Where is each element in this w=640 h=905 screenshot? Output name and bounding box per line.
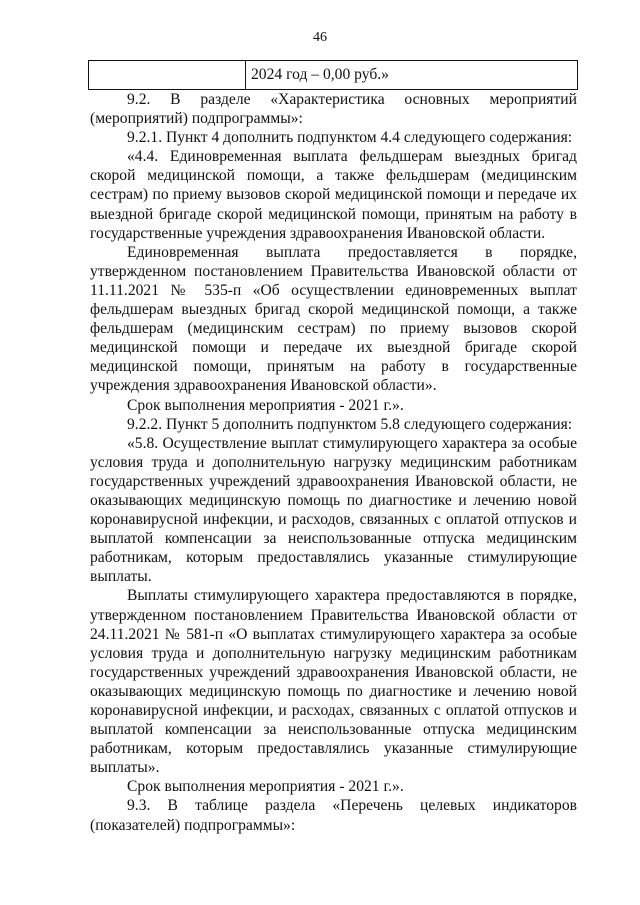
paragraph-9-2-1: 9.2.1. Пункт 4 дополнить подпунктом 4.4 следующего содержания: — [127, 129, 573, 147]
paragraph-payment-order-581: Выплаты стимулирующего характера предоставляются в порядке, утвержденном постановлением Правительства Ивановской области от 24.11.2021 № 581-п «О выплатах стимулирующего характера за особые условия труда и дополнительную нагрузку медицинским работникам государственных учреждений здравоохранения Ивановской области, не оказывающих медицинскую помощь по диагностике и лечению новой коронавирусной инфекции, и расходах, связанных с оплатой отпусков и выплатой компенсации за неиспользованные отпуска медицинским работникам, которым предоставлялись указанные стимулирующие выплаты». — [90, 587, 577, 777]
paragraph-4-4: «4.4. Единовременная выплата фельдшерам выездных бригад скорой медицинской помощи, а также фельдшерам (медицинским сестрам) по приему вызовов скорой медицинской помощи и передаче их выездной бригаде скорой медицинской помощи, принятым на работу в государственные учреждения здравоохранения Ивановской области. — [90, 148, 577, 242]
table-row — [89, 61, 578, 90]
table-cell-empty — [89, 61, 246, 90]
continuation-table — [88, 60, 578, 90]
paragraph-9-2: 9.2. В разделе «Характеристика основных мероприятий (мероприятий) подпрограммы»: — [90, 91, 577, 128]
paragraph-9-2-2: 9.2.2. Пункт 5 дополнить подпунктом 5.8 следующего содержания: — [127, 415, 573, 433]
document-body — [90, 90, 577, 835]
page-number: 46 — [313, 30, 327, 45]
paragraph-deadline-1: Срок выполнения мероприятия - 2021 г.». — [127, 396, 404, 414]
paragraph-deadline-2: Срок выполнения мероприятия - 2021 г.». — [127, 778, 404, 796]
paragraph-9-3: 9.3. В таблице раздела «Перечень целевых индикаторов (показателей) подпрограммы»: — [90, 797, 577, 834]
paragraph-payment-order-535: Единовременная выплата предоставляется в порядке, утвержденном постановлением Правительства Ивановской области от 11.11.2021 № 535-п «Об осуществлении единовременных выплат фельдшерам выездных бригад скорой медицинской помощи, а также фельдшерам (медицинским сестрам) по приему вызовов скорой медицинской помощи и передаче их выездной бригаде скорой медицинской помощи, принятым на работу в государственные учреждения здравоохранения Ивановской области». — [90, 243, 577, 395]
paragraph-5-8: «5.8. Осуществление выплат стимулирующего характера за особые условия труда и дополнительную нагрузку медицинским работникам государственных учреждений здравоохранения Ивановской области, не оказывающих медицинскую помощь по диагностике и лечению новой коронавирусной инфекции, и расходов, связанных с оплатой отпусков и выплатой компенсации за неиспользованные отпуска медицинским работникам, которым предоставлялись указанные стимулирующие выплаты. — [90, 434, 577, 586]
table-cell-amount: 2024 год – 0,00 руб.» — [246, 61, 578, 90]
